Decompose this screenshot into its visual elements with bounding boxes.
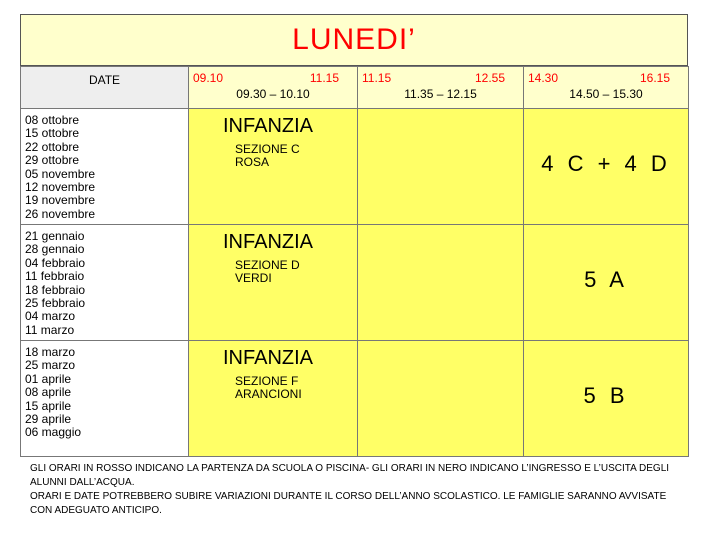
slot-2-cell [358, 225, 524, 341]
table-row [21, 225, 689, 341]
date-item: 25 marzo [25, 358, 76, 373]
slot-1-cell [189, 341, 358, 457]
slot-3-start: 14.30 [528, 71, 559, 85]
dates-list [25, 230, 188, 337]
date-item: 22 ottobre [25, 139, 80, 154]
table-row [21, 109, 689, 225]
date-item: 08 ottobre [25, 113, 80, 127]
section-name: SEZIONE F [235, 374, 299, 388]
date-item: 18 febbraio [25, 282, 86, 297]
footer-line-1: GLI ORARI IN ROSSO INDICANO LA PARTENZA DA SCUOLA O PISCINA- GLI ORARI IN NERO INDICANO L’INGRESSO E L’USCITA DEGLI ALUNNI DALL’ACQUA. [30, 463, 670, 488]
slot-3-cell [524, 109, 689, 225]
slot-3-swim-time: 14.50 – 15.30 [569, 87, 643, 101]
date-item: 06 maggio [25, 425, 82, 440]
date-item: 29 aprile [25, 412, 72, 427]
section-name: SEZIONE C [235, 142, 300, 156]
slot-header-1 [189, 67, 358, 109]
group-label: INFANZIA [223, 115, 314, 137]
dates-list [25, 114, 188, 221]
date-item: 21 gennaio [25, 229, 85, 243]
slot-header-3 [524, 67, 689, 109]
slot-header-2 [358, 67, 524, 109]
date-item: 18 marzo [25, 345, 76, 359]
class-label: 5 A [584, 267, 628, 292]
date-item: 29 ottobre [25, 153, 80, 168]
section-label [235, 143, 300, 169]
date-item: 01 aprile [25, 371, 72, 386]
date-header-cell [21, 67, 189, 109]
slot-1-start: 09.10 [193, 71, 224, 85]
dates-cell [21, 225, 189, 341]
class-label: 4 C + 4 D [541, 151, 671, 176]
date-header: DATE [88, 73, 121, 87]
slot-2-swim-time: 11.35 – 12.15 [404, 87, 477, 101]
group-label: INFANZIA [223, 347, 314, 369]
page-title: LUNEDI’ [292, 23, 416, 56]
slot-2-end: 12.55 [474, 71, 505, 85]
slot-1-cell [189, 109, 358, 225]
dates-list [25, 346, 188, 440]
section-label [235, 375, 302, 401]
footer-line-2: ORARI E DATE POTREBBERO SUBIRE VARIAZIONI DURANTE IL CORSO DELL’ANNO SCOLASTICO. LE FAMIGLIE SARANNO AVVISATE CON ADEGUATO ANTICIPO. [30, 491, 667, 516]
slot-1-cell [189, 225, 358, 341]
slot-3-cell [524, 225, 689, 341]
date-item: 15 ottobre [25, 126, 80, 141]
section-color: ROSA [235, 155, 270, 169]
date-item: 26 novembre [25, 206, 96, 221]
date-item: 12 novembre [25, 180, 96, 195]
dates-cell [21, 109, 189, 225]
date-item: 04 febbraio [25, 255, 86, 270]
section-color: VERDI [235, 271, 272, 285]
table-row [21, 341, 689, 457]
schedule-table [20, 66, 689, 457]
slot-1-end: 11.15 [309, 71, 339, 85]
date-item: 08 aprile [25, 385, 72, 400]
section-color: ARANCIONI [235, 387, 302, 401]
footer-note [30, 462, 690, 518]
date-item: 11 marzo [25, 322, 75, 337]
date-item: 25 febbraio [25, 296, 86, 311]
slot-2-cell [358, 109, 524, 225]
title-box [20, 14, 688, 66]
slot-1-swim-time: 09.30 – 10.10 [236, 87, 310, 101]
group-label: INFANZIA [223, 231, 314, 253]
date-item: 05 novembre [25, 166, 96, 181]
slot-2-cell [358, 341, 524, 457]
class-label: 5 B [583, 383, 629, 408]
slot-3-cell [524, 341, 689, 457]
slot-2-start: 11.15 [362, 71, 392, 85]
section-name: SEZIONE D [235, 258, 300, 272]
section-label [235, 259, 300, 285]
date-item: 04 marzo [25, 309, 76, 324]
date-item: 28 gennaio [25, 242, 85, 257]
date-item: 11 febbraio [25, 269, 85, 284]
date-item: 15 aprile [25, 398, 72, 413]
header-row [21, 67, 689, 109]
slot-3-end: 16.15 [639, 71, 670, 85]
dates-cell [21, 341, 189, 457]
date-item: 19 novembre [25, 193, 96, 208]
